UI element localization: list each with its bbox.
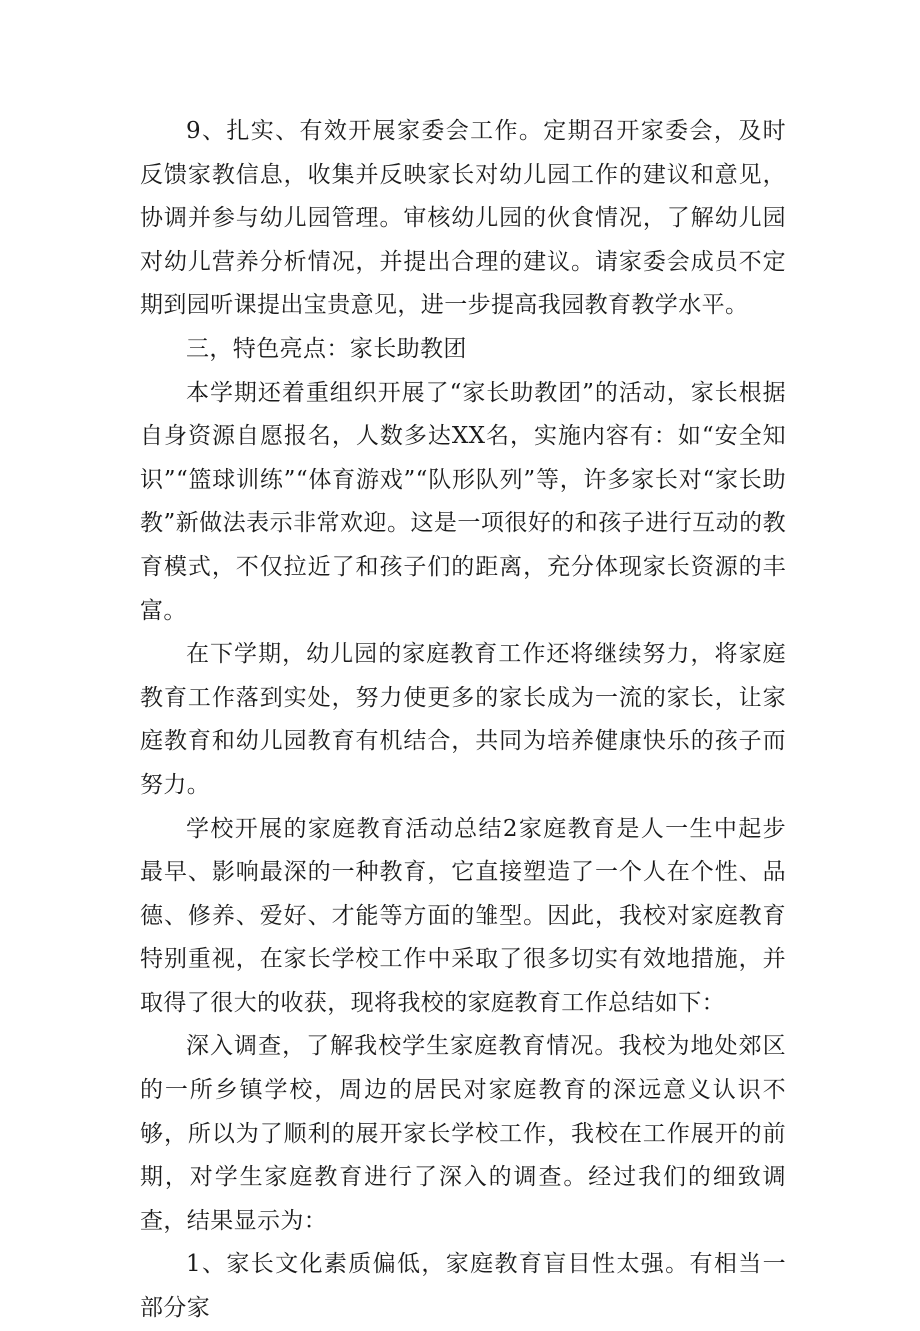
paragraph-investigation: 深入调查，了解我校学生家庭教育情况。我校为地处郊区的一所乡镇学校，周边的居民对家庭教育的深远意义认识不够，所以为了顺利的展开家长学校工作，我校在工作展开的前期，对学生家庭教育进行了深入的调查。经过我们的细致调查，结果显示为：	[140, 1033, 786, 1234]
paragraph-next-semester: 在下学期，幼儿园的家庭教育工作还将继续努力，将家庭教育工作落到实处，努力使更多的家长成为一流的家长，让家庭教育和幼儿园教育有机结合，共同为培养健康快乐的孩子而努力。	[140, 641, 786, 798]
paragraph-parent-assistants: 本学期还着重组织开展了“家长助教团”的活动，家长根据自身资源自愿报名，人数多达XX名，实施内容有：如“安全知识”“篮球训练”“体育游戏”“队形队列”等，许多家长对“家长助教”新做法表示非常欢迎。这是一项很好的和孩子进行互动的教育模式，不仅拉近了和孩子们的距离，充分体现家长资源的丰富。	[140, 379, 786, 624]
paragraph-committee-work: 9、扎实、有效开展家委会工作。定期召开家委会，及时反馈家教信息，收集并反映家长对幼儿园工作的建议和意见，协调并参与幼儿园管理。审核幼儿园的伙食情况，了解幼儿园对幼儿营养分析情况，并提出合理的建议。请家委会成员不定期到园听课提出宝贵意见，进一步提高我园教育教学水平。	[140, 118, 786, 319]
paragraph-summary-intro: 学校开展的家庭教育活动总结2家庭教育是人一生中起步最早、影响最深的一种教育，它直接塑造了一个人在个性、品德、修养、爱好、才能等方面的雏型。因此，我校对家庭教育特别重视，在家长学校工作中采取了很多切实有效地措施，并取得了很大的收获，现将我校的家庭教育工作总结如下：	[140, 815, 786, 1016]
section-heading-parent-assistants: 三，特色亮点：家长助教团	[186, 335, 467, 362]
paragraph-finding-1: 1、家长文化素质偏低，家庭教育盲目性太强。有相当一部分家	[140, 1251, 786, 1322]
